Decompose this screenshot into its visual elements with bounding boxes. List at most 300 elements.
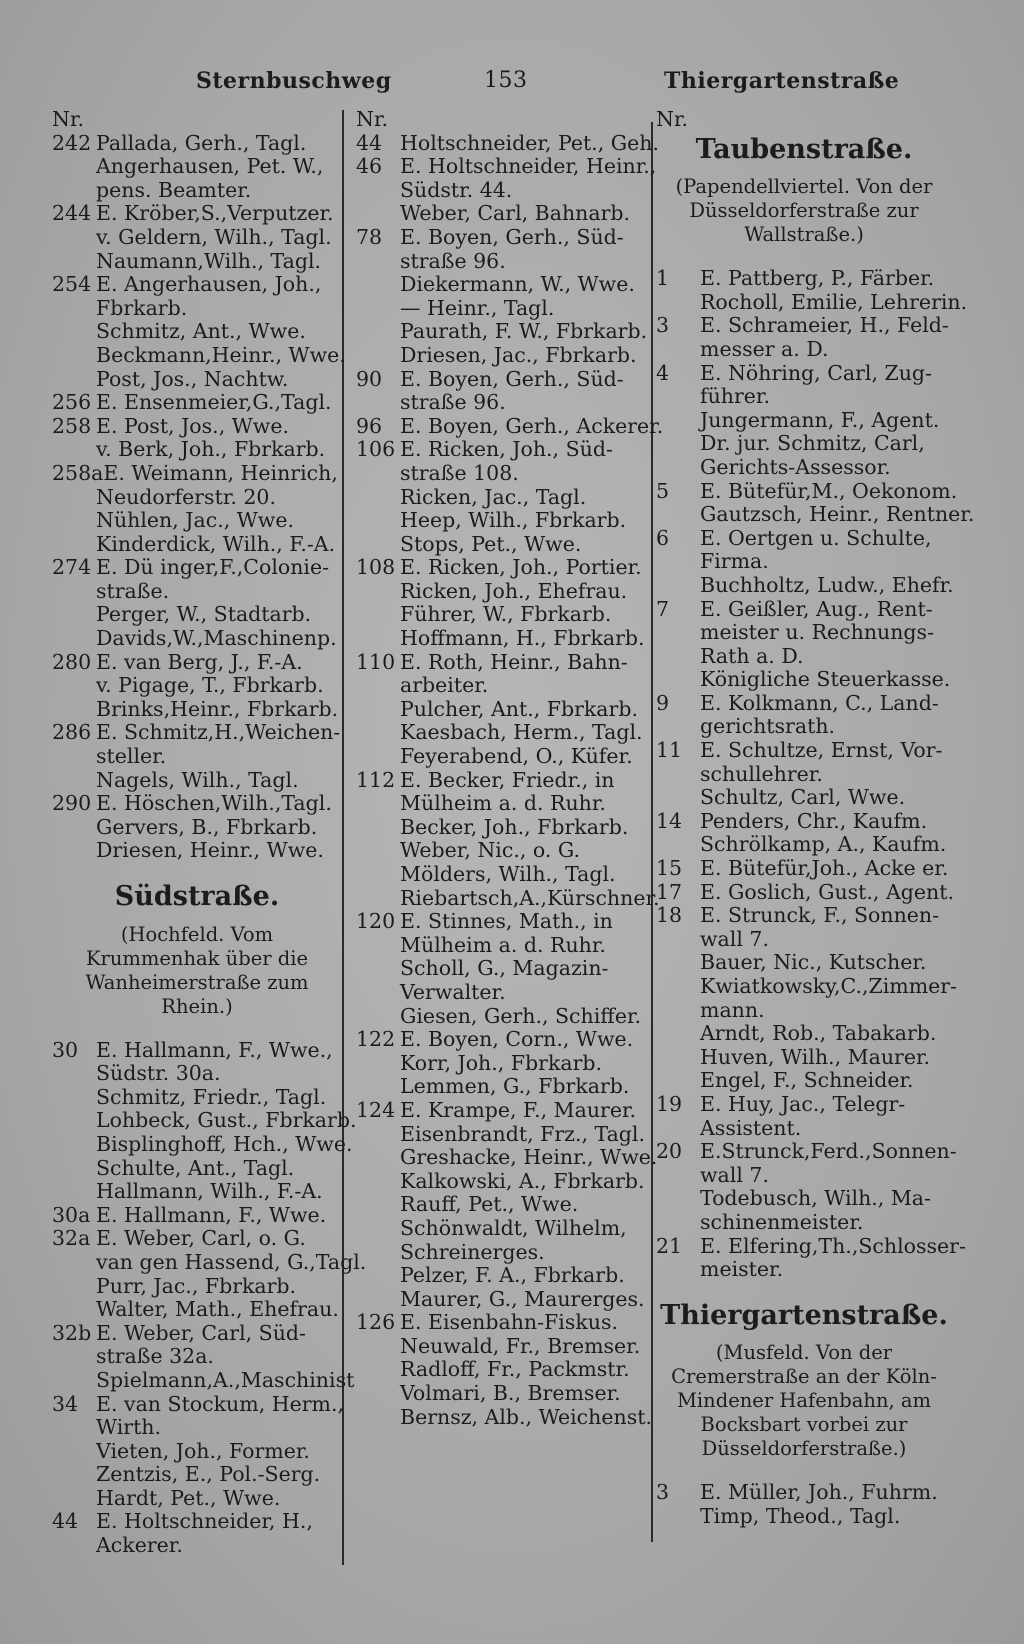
- entry-text: E. Geißler, Aug., Rent-: [700, 596, 933, 621]
- column-rule-2: [651, 122, 653, 1542]
- entry-text: Schönwaldt, Wilhelm,: [400, 1215, 627, 1240]
- directory-entry: [52, 674, 342, 698]
- entry-text: E. Holtschneider, H.,: [96, 1509, 313, 1534]
- directory-entry: [656, 904, 952, 928]
- entry-text: straße.: [96, 578, 170, 603]
- directory-entry: [656, 598, 952, 622]
- directory-entry: [52, 342, 346, 368]
- entry-text: Brinks,Heinr., Fbrkarb.: [96, 696, 339, 721]
- nr-label: Nr.: [52, 107, 85, 131]
- house-number: 21: [656, 1233, 683, 1258]
- section-desc-suedstrasse: (Hochfeld. Vom Krummenhak über die Wanheimerstraße zum Rhein.): [85, 922, 309, 1018]
- entry-text: Führer, W., Fbrkarb.: [400, 602, 612, 627]
- house-number: 14: [656, 808, 683, 833]
- entry-text: Ricken, Joh., Ehefrau.: [400, 578, 628, 603]
- directory-entry: [656, 432, 952, 456]
- directory-entry: [656, 1046, 952, 1070]
- entry-text: Bisplinghoff, Hch., Wwe.: [96, 1131, 353, 1156]
- entry-text: E. Kröber,S.,Verputzer.: [96, 201, 334, 226]
- entry-text: E. van Berg, J., F.-A.: [96, 649, 303, 674]
- directory-entry: [52, 1131, 353, 1157]
- column-1: [52, 107, 367, 1558]
- house-number: 124: [356, 1097, 396, 1122]
- directory-entry: [356, 1264, 646, 1288]
- directory-entry: [356, 438, 646, 462]
- house-number: 44: [52, 1509, 79, 1534]
- directory-entry: [656, 951, 952, 975]
- house-number: 20: [656, 1139, 683, 1164]
- entry-text: Pulcher, Ant., Fbrkarb.: [400, 696, 638, 721]
- directory-entry: [356, 1358, 646, 1382]
- section-title-suedstrasse: Südstraße.: [114, 881, 280, 912]
- entry-text: Naumann,Wilh., Tagl.: [96, 248, 322, 273]
- directory-entry: [656, 574, 952, 598]
- entry-text: E. Krampe, F., Maurer.: [400, 1097, 637, 1122]
- directory-entry: [656, 645, 952, 669]
- entry-text: Beckmann,Heinr., Wwe.: [96, 342, 346, 367]
- entry-text: E. Weber, Carl, o. G.: [96, 1226, 306, 1251]
- directory-entry: [356, 509, 646, 533]
- directory-entry: [52, 415, 342, 439]
- entries-suedstrasse: [52, 1037, 367, 1558]
- entry-text: Hardt, Pet., Wwe.: [96, 1485, 281, 1510]
- entry-text: Assistent.: [700, 1115, 802, 1140]
- directory-entry: [356, 603, 646, 627]
- house-number: 242: [52, 130, 92, 155]
- entry-text: — Heinr., Tagl.: [400, 295, 555, 320]
- entry-text: Rath a. D.: [700, 643, 804, 668]
- house-number: 3: [656, 313, 670, 338]
- directory-entry: [52, 698, 342, 722]
- entry-text: E. Goslich, Gust., Agent.: [700, 879, 954, 904]
- directory-entry: [356, 1217, 646, 1241]
- section-title-taubenstrasse: Taubenstraße.: [695, 133, 913, 165]
- entry-text: E. Becker, Friedr., in: [400, 767, 615, 792]
- house-number: 254: [52, 272, 92, 297]
- house-number: 1: [656, 266, 670, 291]
- entry-text: Bernsz, Alb., Weichenst.: [400, 1404, 652, 1429]
- entry-text: v. Geldern, Wilh., Tagl.: [96, 224, 332, 249]
- house-number: 112: [356, 767, 396, 792]
- directory-entry: [356, 627, 646, 651]
- directory-entry: [356, 533, 646, 557]
- entry-text: Timp, Theod., Tagl.: [700, 1503, 901, 1528]
- directory-entry: [52, 1039, 342, 1063]
- directory-entry: [356, 130, 659, 156]
- directory-entry: [356, 273, 646, 297]
- directory-entry: [656, 739, 952, 763]
- directory-entry: [356, 1193, 646, 1217]
- directory-entry: [656, 999, 952, 1023]
- directory-entry: [656, 289, 968, 315]
- entry-text: Mülheim a. d. Ruhr.: [400, 791, 606, 816]
- directory-entry: [52, 1487, 342, 1511]
- directory-entry: [52, 1227, 342, 1251]
- directory-entry: [356, 674, 646, 698]
- nr-label: Nr.: [356, 107, 389, 131]
- entry-text: Huven, Wilh., Maurer.: [700, 1044, 931, 1069]
- directory-entry: [52, 132, 342, 156]
- entry-text: v. Berk, Joh., Fbrkarb.: [96, 437, 326, 462]
- entry-text: Schultz, Carl, Wwe.: [700, 785, 906, 810]
- directory-entry: [52, 155, 342, 179]
- directory-entry: [356, 792, 646, 816]
- house-number: 11: [656, 738, 683, 763]
- entry-text: E. Hallmann, F., Wwe.: [96, 1202, 327, 1227]
- entry-text: schinenmeister.: [700, 1209, 864, 1234]
- directory-entry: [52, 792, 342, 816]
- entry-text: v. Pigage, T., Fbrkarb.: [96, 673, 324, 698]
- entry-text: E. Nöhring, Carl, Zug-: [700, 360, 932, 385]
- directory-entry: [656, 786, 952, 810]
- directory-entry: [656, 1211, 952, 1235]
- directory-entry: [356, 1382, 646, 1406]
- entry-text: E. Schrameier, H., Feld-: [700, 313, 949, 338]
- directory-entry: [52, 556, 342, 580]
- directory-entry: [356, 721, 646, 745]
- entry-text: Diekermann, W., Wwe.: [400, 272, 635, 297]
- directory-entry: [356, 1052, 646, 1076]
- entry-text: Paurath, F. W., Fbrkarb.: [400, 319, 648, 344]
- entry-text: Todebusch, Wilh., Ma-: [700, 1186, 931, 1211]
- directory-entry: [52, 368, 342, 392]
- house-number: 258a: [52, 460, 104, 485]
- entry-text: Kaesbach, Herm., Tagl.: [400, 720, 643, 745]
- directory-entry: [656, 314, 952, 338]
- directory-entry: [656, 763, 952, 787]
- directory-entry: [52, 721, 342, 745]
- directory-entry: [52, 533, 342, 557]
- entry-text: E. Boyen, Gerh., Süd-: [400, 366, 624, 391]
- entry-text: E. Schmitz,H.,Weichen-: [96, 720, 341, 745]
- column-3: [656, 107, 975, 1529]
- entry-text: Eisenbrandt, Frz., Tagl.: [400, 1121, 645, 1146]
- entry-text: mann.: [700, 997, 765, 1022]
- directory-entry: [656, 928, 952, 952]
- directory-entry: [52, 297, 342, 321]
- directory-entry: [52, 1157, 342, 1181]
- entry-text: arbeiter.: [400, 673, 489, 698]
- directory-entry: [356, 981, 646, 1005]
- entry-text: Driesen, Jac., Fbrkarb.: [400, 342, 637, 367]
- house-number: 106: [356, 437, 396, 462]
- directory-entry: [52, 1440, 342, 1464]
- entry-text: Ackerer.: [96, 1533, 183, 1558]
- directory-entry: [656, 974, 958, 999]
- entry-text: E. Bütefür,Joh., Acke er.: [700, 856, 949, 881]
- directory-entry: [356, 1028, 646, 1052]
- directory-entry: [356, 816, 646, 840]
- column-rule-1: [342, 110, 344, 1565]
- house-number: 126: [356, 1310, 396, 1335]
- entries-sternbuschweg: [52, 130, 346, 863]
- section-desc-taubenstrasse: (Papendellviertel. Von der Düsseldorferstraße zur Wallstraße.): [675, 175, 933, 247]
- entry-text: straße 96.: [400, 390, 506, 415]
- directory-entry: [356, 1123, 646, 1147]
- house-number: 32b: [52, 1320, 92, 1345]
- entry-text: schullehrer.: [700, 761, 823, 786]
- directory-entry: [52, 1367, 355, 1393]
- directory-entry: [356, 651, 646, 675]
- directory-entry: [656, 1069, 952, 1093]
- entry-text: Angerhausen, Pet. W.,: [96, 154, 324, 179]
- directory-entry: [356, 910, 646, 934]
- house-number: 122: [356, 1027, 396, 1052]
- house-number: 280: [52, 649, 92, 674]
- house-number: 32a: [52, 1226, 91, 1251]
- entry-text: Feyerabend, O., Küfer.: [400, 744, 633, 769]
- entries-taubenstrasse: [656, 266, 975, 1282]
- entry-text: E. Post, Jos., Wwe.: [96, 413, 289, 438]
- directory-entry: [52, 273, 342, 297]
- directory-entry: [656, 692, 952, 716]
- house-number: 286: [52, 720, 92, 745]
- directory-entry: [656, 1022, 952, 1046]
- entry-text: Nühlen, Jac., Wwe.: [96, 508, 295, 533]
- entry-text: Lohbeck, Gust., Fbrkarb.: [96, 1108, 357, 1133]
- directory-entry: [52, 438, 342, 462]
- house-number: 15: [656, 856, 683, 881]
- house-number: 44: [356, 130, 383, 155]
- directory-entry: [52, 839, 342, 863]
- entry-text: E. Weimann, Heinrich,: [103, 460, 338, 485]
- directory-entry: [656, 1481, 952, 1505]
- entry-text: Riebartsch,A.,Kürschner.: [400, 885, 660, 910]
- directory-entry: [52, 651, 342, 675]
- directory-entry: [356, 391, 646, 415]
- directory-entry: [356, 1311, 646, 1335]
- entry-text: E. Angerhausen, Joh.,: [96, 272, 322, 297]
- directory-entry: [656, 857, 952, 881]
- entry-text: Rocholl, Emilie, Lehrerin.: [700, 289, 968, 314]
- entry-text: E. Elfering,Th.,Schlosser-: [700, 1233, 966, 1258]
- directory-entry: [356, 413, 664, 439]
- entry-text: Driesen, Heinr., Wwe.: [96, 838, 324, 863]
- directory-entry: [356, 1288, 646, 1312]
- entry-text: Arndt, Rob., Tabakarb.: [700, 1021, 937, 1046]
- entry-text: E. Oertgen u. Schulte,: [700, 525, 932, 550]
- entries-suedstrasse-cont: [356, 130, 664, 1430]
- directory-entry: [656, 1258, 952, 1282]
- entry-text: straße 96.: [400, 248, 506, 273]
- directory-entry: [52, 816, 342, 840]
- directory-entry: [656, 267, 952, 291]
- entry-text: Königliche Steuerkasse.: [700, 667, 951, 692]
- entry-text: E. Schultze, Ernst, Vor-: [700, 738, 943, 763]
- entry-text: straße 108.: [400, 460, 519, 485]
- entry-text: E. Dü inger,F.,Colonie-: [96, 555, 330, 580]
- entry-text: Pelzer, F. A., Fbrkarb.: [400, 1263, 625, 1288]
- directory-entry: [52, 745, 342, 769]
- entry-text: E. Kolkmann, C., Land-: [700, 690, 939, 715]
- directory-entry: [656, 1093, 952, 1117]
- entry-text: Post, Jos., Nachtw.: [96, 366, 289, 391]
- directory-entry: [52, 202, 342, 226]
- entry-text: E. Ricken, Joh., Süd-: [400, 437, 613, 462]
- directory-entry: [656, 810, 952, 834]
- directory-entry: [356, 957, 646, 981]
- entry-text: Jungermann, F., Agent.: [700, 407, 940, 432]
- entry-text: Vieten, Joh., Former.: [96, 1438, 310, 1463]
- directory-entry: [656, 527, 952, 551]
- entry-text: E. Huy, Jac., Telegr-: [700, 1091, 906, 1116]
- directory-entry: [52, 1275, 342, 1299]
- entries-thiergartenstrasse: [656, 1481, 952, 1528]
- entry-text: Weber, Nic., o. G.: [400, 838, 581, 863]
- directory-entry: [52, 1416, 342, 1440]
- directory-entry: [52, 1086, 342, 1110]
- directory-entry: [356, 1005, 646, 1029]
- directory-entry: [356, 154, 657, 179]
- entry-text: Pallada, Gerh., Tagl.: [96, 130, 307, 155]
- entry-text: E. Eisenbahn-Fiskus.: [400, 1310, 619, 1335]
- entry-text: Davids,W.,Maschinenp.: [96, 626, 337, 651]
- entry-text: Penders, Chr., Kaufm.: [700, 808, 928, 833]
- entry-text: Gerichts-Assessor.: [700, 454, 891, 479]
- entry-text: Gautzsch, Heinr., Rentner.: [700, 502, 975, 527]
- directory-entry: [52, 769, 342, 793]
- directory-entry: [656, 1505, 952, 1529]
- entry-text: Maurer, G., Maurerges.: [400, 1286, 645, 1311]
- directory-entry: [356, 179, 646, 203]
- entry-text: E. Roth, Heinr., Bahn-: [400, 649, 628, 674]
- house-number: 6: [656, 525, 670, 550]
- directory-entry: [656, 668, 952, 692]
- entry-text: Dr. jur. Schmitz, Carl,: [700, 431, 925, 456]
- entry-text: E.Strunck,Ferd.,Sonnen-: [700, 1139, 957, 1164]
- entry-text: E. Weber, Carl, Süd-: [96, 1320, 306, 1345]
- house-number: 4: [656, 360, 670, 385]
- entry-text: Kinderdick, Wilh., F.-A.: [96, 531, 336, 556]
- entry-text: E. Bütefür,M., Oekonom.: [700, 478, 958, 503]
- directory-entry: [356, 250, 646, 274]
- entry-text: wall 7.: [700, 1162, 769, 1187]
- house-number: 9: [656, 690, 670, 715]
- directory-entry: [52, 226, 342, 250]
- entry-text: Stops, Pet., Wwe.: [400, 531, 582, 556]
- directory-entry: [52, 603, 342, 627]
- header-right: Thiergartenstraße: [664, 68, 900, 94]
- directory-entry: [52, 627, 342, 651]
- header-left: Sternbuschweg: [196, 68, 392, 94]
- directory-entry: [356, 1241, 646, 1265]
- directory-entry: [356, 934, 646, 958]
- page-number: 153: [484, 68, 528, 93]
- entry-text: E. van Stockum, Herm.,: [96, 1391, 345, 1416]
- entry-text: E. Ensenmeier,G.,Tagl.: [96, 390, 332, 415]
- directory-entry: [656, 621, 952, 645]
- directory-entry: [356, 698, 646, 722]
- directory-entry: [52, 486, 342, 510]
- directory-entry: [656, 362, 952, 386]
- entry-text: Radloff, Fr., Packmstr.: [400, 1357, 630, 1382]
- house-number: 96: [356, 413, 383, 438]
- directory-entry: [356, 320, 646, 344]
- entry-text: Schreinerges.: [400, 1239, 545, 1264]
- directory-entry: [356, 745, 646, 769]
- directory-entry: [656, 881, 952, 905]
- directory-entry: [356, 226, 646, 250]
- directory-entry: [656, 715, 952, 739]
- house-number: 90: [356, 366, 383, 391]
- directory-entry: [52, 1510, 342, 1534]
- directory-entry: [52, 391, 342, 415]
- directory-entry: [356, 297, 646, 321]
- house-number: 108: [356, 555, 396, 580]
- entry-text: Gervers, B., Fbrkarb.: [96, 814, 318, 839]
- entry-text: E. Holtschneider, Heinr.,: [400, 154, 657, 179]
- entry-text: Firma.: [700, 549, 769, 574]
- directory-entry: [52, 580, 342, 604]
- entry-text: Korr, Joh., Fbrkarb.: [400, 1050, 603, 1075]
- entry-text: Schrölkamp, A., Kaufm.: [700, 832, 947, 857]
- directory-entry: [356, 580, 646, 604]
- entry-text: Holtschneider, Pet., Geh.: [400, 130, 659, 155]
- directory-entry: [356, 202, 646, 226]
- directory-entry: [656, 456, 952, 480]
- entry-text: Spielmann,A.,Maschinist: [96, 1367, 355, 1392]
- directory-entry: [52, 320, 342, 344]
- directory-entry: [52, 1204, 342, 1228]
- directory-entry: [656, 385, 952, 409]
- house-number: 5: [656, 478, 670, 503]
- entry-text: E. Boyen, Gerh., Süd-: [400, 224, 624, 249]
- entry-text: Mülheim a. d. Ruhr.: [400, 932, 606, 957]
- entry-text: Perger, W., Stadtarb.: [96, 602, 312, 627]
- entry-text: Ricken, Jac., Tagl.: [400, 484, 587, 509]
- entry-text: E. Ricken, Joh., Portier.: [400, 555, 642, 580]
- column-2: [356, 107, 664, 1429]
- directory-entry: [356, 368, 646, 392]
- directory-entry: [656, 1117, 952, 1141]
- entry-text: E. Stinnes, Math., in: [400, 909, 613, 934]
- entry-text: Neuwald, Fr., Bremser.: [400, 1333, 641, 1358]
- directory-entry: [52, 1062, 342, 1086]
- directory-entry: [356, 1145, 658, 1170]
- directory-entry: [356, 769, 646, 793]
- entry-text: Südstr. 30a.: [96, 1061, 221, 1086]
- entry-text: Wirth.: [96, 1415, 162, 1440]
- directory-entry: [52, 1108, 357, 1133]
- entry-text: Scholl, G., Magazin-: [400, 956, 609, 981]
- entry-text: Engel, F., Schneider.: [700, 1068, 914, 1093]
- directory-entry: [656, 1233, 966, 1259]
- entry-text: Becker, Joh., Fbrkarb.: [400, 814, 629, 839]
- directory-entry: [52, 250, 342, 274]
- house-number: 120: [356, 909, 396, 934]
- entry-text: Walter, Math., Ehefrau.: [96, 1297, 339, 1322]
- entry-text: Schulte, Ant., Tagl.: [96, 1155, 295, 1180]
- directory-entry: [52, 1249, 367, 1275]
- directory-entry: [356, 344, 646, 368]
- directory-entry: [356, 885, 660, 911]
- house-number: 7: [656, 596, 670, 621]
- entry-text: Neudorferstr. 20.: [96, 484, 276, 509]
- house-number: 256: [52, 390, 92, 415]
- entry-text: Hoffmann, H., Fbrkarb.: [400, 626, 645, 651]
- house-number: 3: [656, 1480, 670, 1505]
- directory-entry: [656, 1139, 957, 1164]
- entry-text: Kwiatkowsky,C.,Zimmer-: [700, 974, 958, 998]
- entry-text: E. Boyen, Gerh., Ackerer.: [400, 413, 664, 438]
- entry-text: meister.: [700, 1257, 784, 1282]
- directory-entry: [656, 409, 952, 433]
- house-number: 258: [52, 413, 92, 438]
- entry-text: pens. Beamter.: [96, 177, 252, 202]
- directory-entry: [52, 462, 342, 486]
- house-number: 18: [656, 903, 683, 928]
- nr-label: Nr.: [656, 107, 689, 131]
